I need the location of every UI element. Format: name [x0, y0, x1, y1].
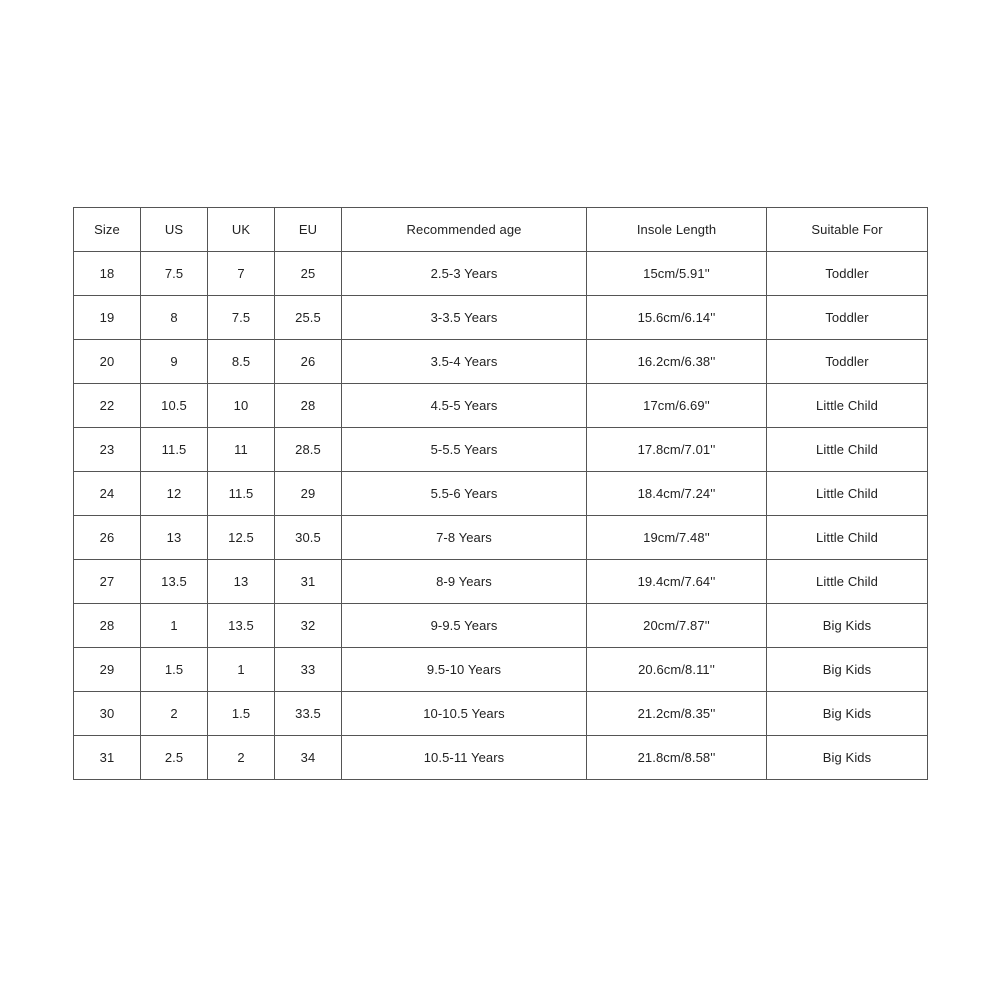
cell-insole-length: 20.6cm/8.11'' [587, 648, 767, 692]
cell-uk: 13.5 [208, 604, 275, 648]
cell-insole-length: 19.4cm/7.64'' [587, 560, 767, 604]
cell-insole-length: 18.4cm/7.24'' [587, 472, 767, 516]
cell-uk: 11.5 [208, 472, 275, 516]
cell-us: 7.5 [141, 252, 208, 296]
cell-recommended-age: 8-9 Years [342, 560, 587, 604]
table-body [74, 252, 928, 780]
cell-insole-length: 16.2cm/6.38'' [587, 340, 767, 384]
cell-size: 19 [74, 296, 141, 340]
cell-insole-length: 15cm/5.91'' [587, 252, 767, 296]
cell-suitable-for: Little Child [767, 472, 928, 516]
table-row [74, 560, 928, 604]
table-row [74, 428, 928, 472]
cell-uk: 7 [208, 252, 275, 296]
cell-eu: 32 [275, 604, 342, 648]
cell-recommended-age: 9-9.5 Years [342, 604, 587, 648]
cell-eu: 33 [275, 648, 342, 692]
cell-suitable-for: Toddler [767, 296, 928, 340]
cell-suitable-for: Little Child [767, 560, 928, 604]
header-insole-length: Insole Length [587, 208, 767, 252]
cell-us: 2 [141, 692, 208, 736]
cell-size: 26 [74, 516, 141, 560]
size-chart-table [73, 207, 928, 780]
cell-insole-length: 19cm/7.48'' [587, 516, 767, 560]
cell-suitable-for: Little Child [767, 384, 928, 428]
cell-eu: 25.5 [275, 296, 342, 340]
cell-recommended-age: 5.5-6 Years [342, 472, 587, 516]
cell-recommended-age: 5-5.5 Years [342, 428, 587, 472]
cell-us: 13.5 [141, 560, 208, 604]
cell-recommended-age: 7-8 Years [342, 516, 587, 560]
cell-uk: 1 [208, 648, 275, 692]
table-row [74, 472, 928, 516]
table-row [74, 384, 928, 428]
cell-recommended-age: 2.5-3 Years [342, 252, 587, 296]
header-suitable-for: Suitable For [767, 208, 928, 252]
cell-uk: 1.5 [208, 692, 275, 736]
cell-size: 24 [74, 472, 141, 516]
cell-us: 10.5 [141, 384, 208, 428]
table-row [74, 516, 928, 560]
cell-recommended-age: 10-10.5 Years [342, 692, 587, 736]
cell-suitable-for: Little Child [767, 428, 928, 472]
cell-eu: 28 [275, 384, 342, 428]
cell-size: 29 [74, 648, 141, 692]
header-row [74, 208, 928, 252]
cell-size: 18 [74, 252, 141, 296]
header-uk: UK [208, 208, 275, 252]
cell-us: 1 [141, 604, 208, 648]
cell-recommended-age: 3.5-4 Years [342, 340, 587, 384]
cell-uk: 10 [208, 384, 275, 428]
cell-insole-length: 20cm/7.87'' [587, 604, 767, 648]
cell-suitable-for: Big Kids [767, 604, 928, 648]
cell-uk: 8.5 [208, 340, 275, 384]
cell-suitable-for: Little Child [767, 516, 928, 560]
cell-us: 1.5 [141, 648, 208, 692]
cell-insole-length: 15.6cm/6.14'' [587, 296, 767, 340]
cell-eu: 34 [275, 736, 342, 780]
cell-uk: 2 [208, 736, 275, 780]
cell-insole-length: 21.8cm/8.58'' [587, 736, 767, 780]
cell-suitable-for: Toddler [767, 340, 928, 384]
cell-eu: 29 [275, 472, 342, 516]
cell-suitable-for: Big Kids [767, 736, 928, 780]
table-row [74, 648, 928, 692]
cell-uk: 7.5 [208, 296, 275, 340]
cell-size: 20 [74, 340, 141, 384]
cell-us: 2.5 [141, 736, 208, 780]
cell-size: 30 [74, 692, 141, 736]
cell-eu: 25 [275, 252, 342, 296]
cell-us: 11.5 [141, 428, 208, 472]
cell-uk: 11 [208, 428, 275, 472]
table-header [74, 208, 928, 252]
table-row [74, 604, 928, 648]
cell-size: 28 [74, 604, 141, 648]
cell-suitable-for: Toddler [767, 252, 928, 296]
cell-suitable-for: Big Kids [767, 692, 928, 736]
header-size: Size [74, 208, 141, 252]
cell-suitable-for: Big Kids [767, 648, 928, 692]
cell-insole-length: 17.8cm/7.01'' [587, 428, 767, 472]
cell-eu: 33.5 [275, 692, 342, 736]
table-row [74, 252, 928, 296]
cell-us: 12 [141, 472, 208, 516]
cell-us: 9 [141, 340, 208, 384]
cell-size: 23 [74, 428, 141, 472]
header-recommended-age: Recommended age [342, 208, 587, 252]
cell-insole-length: 21.2cm/8.35'' [587, 692, 767, 736]
cell-recommended-age: 9.5-10 Years [342, 648, 587, 692]
cell-size: 22 [74, 384, 141, 428]
cell-eu: 28.5 [275, 428, 342, 472]
cell-size: 27 [74, 560, 141, 604]
table-row [74, 692, 928, 736]
cell-eu: 26 [275, 340, 342, 384]
cell-us: 8 [141, 296, 208, 340]
table-row [74, 296, 928, 340]
cell-recommended-age: 3-3.5 Years [342, 296, 587, 340]
cell-insole-length: 17cm/6.69'' [587, 384, 767, 428]
cell-size: 31 [74, 736, 141, 780]
cell-recommended-age: 10.5-11 Years [342, 736, 587, 780]
table-row [74, 736, 928, 780]
cell-recommended-age: 4.5-5 Years [342, 384, 587, 428]
header-eu: EU [275, 208, 342, 252]
header-us: US [141, 208, 208, 252]
cell-eu: 31 [275, 560, 342, 604]
cell-eu: 30.5 [275, 516, 342, 560]
cell-uk: 13 [208, 560, 275, 604]
cell-uk: 12.5 [208, 516, 275, 560]
table-row [74, 340, 928, 384]
cell-us: 13 [141, 516, 208, 560]
